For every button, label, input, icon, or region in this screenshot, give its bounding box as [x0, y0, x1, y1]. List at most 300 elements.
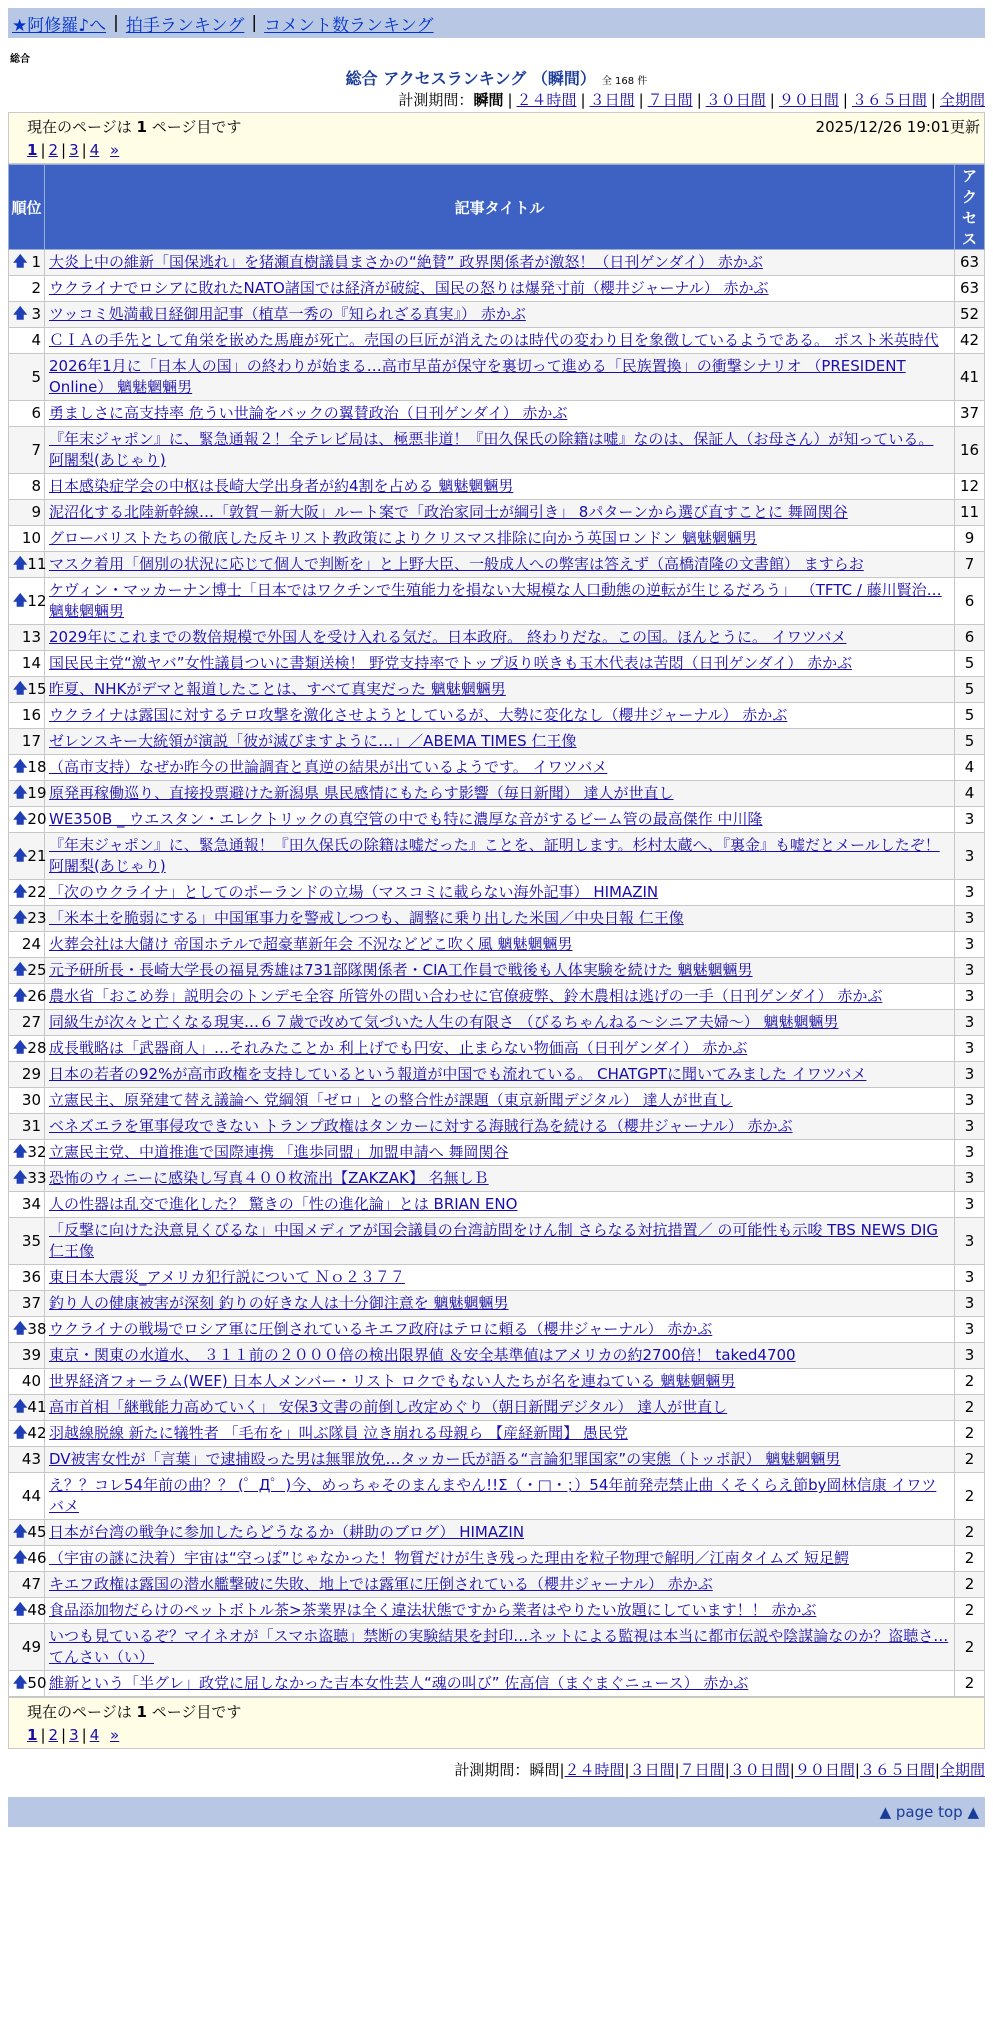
- article-link[interactable]: 立憲民主党、中道推進で国際連携 「進歩同盟」加盟申請へ 舞岡関谷: [49, 1143, 509, 1161]
- article-link[interactable]: 原発再稼働巡り、直接投票避けた新潟県 県民感情にもたらす影響（毎日新聞） 達人が世直し: [49, 784, 674, 802]
- title-cell: [45, 526, 955, 552]
- article-link[interactable]: ケヴィン・マッカーナン博士「日本ではワクチンで生殖能力を損ない大規模な人口動態の逆転が生じるだろう」 （TFTC / 藤川賢治… 魑魅魍魎男: [49, 581, 942, 620]
- title-cell: [45, 474, 955, 500]
- table-row: [9, 1546, 985, 1572]
- arrow-up-icon: 🡅: [13, 1602, 28, 1618]
- rank-cell: [9, 1624, 45, 1671]
- access-count: 2: [955, 1624, 985, 1671]
- period-link-6[interactable]: 全期間: [939, 1761, 985, 1779]
- title-cell: [45, 833, 955, 880]
- arrow-up-icon: 🡅: [13, 592, 28, 609]
- access-count: 2: [955, 1598, 985, 1624]
- period-link-1[interactable]: ３日間: [629, 1761, 675, 1779]
- rank-number: 14: [21, 654, 41, 672]
- table-row: [9, 328, 985, 354]
- period-separator: |: [854, 1761, 860, 1779]
- article-link[interactable]: 人の性器は乱交で進化した？ 驚きの「性の進化論」とは BRIAN ENO: [49, 1195, 518, 1213]
- access-count: 3: [955, 880, 985, 906]
- title-cell: [45, 250, 955, 276]
- rank-number: 27: [21, 1013, 41, 1031]
- article-link[interactable]: ゼレンスキー大統領が演説「彼が滅びますように…」／ABEMA TIMES 仁王像: [49, 732, 577, 750]
- article-link[interactable]: 「米本土を脆弱にする」中国軍事力を警戒しつつも、調整に乗り出した米国／中央日報 仁王像: [49, 909, 684, 927]
- rank-number: 3: [31, 305, 41, 323]
- rank-number: 45: [27, 1523, 47, 1541]
- access-count: 3: [955, 906, 985, 932]
- access-count: 3: [955, 1036, 985, 1062]
- rank-cell: [9, 474, 45, 500]
- title-cell: [45, 1192, 955, 1218]
- article-link[interactable]: 火葬会社は大儲け 帝国ホテルで超豪華新年会 不況などどこ吹く風 魑魅魍魎男: [49, 935, 573, 953]
- article-link[interactable]: 日本感染症学会の中枢は長崎大学出身者が約4割を占める 魑魅魍魎男: [49, 477, 514, 495]
- rank-cell: [9, 1088, 45, 1114]
- article-link[interactable]: 泥沼化する北陸新幹線…「敦賀－新大阪」ルート案で「政治家同士が綱引き」 8パターンから選び直すことに 舞岡関谷: [49, 503, 848, 521]
- page-link-current[interactable]: 1: [27, 1726, 38, 1744]
- table-row: [9, 1218, 985, 1265]
- article-link[interactable]: 勇ましさに高支持率 危うい世論をバックの翼賛政治（日刊ゲンダイ） 赤かぶ: [49, 404, 568, 422]
- rank-cell: [9, 833, 45, 880]
- rank-number: 48: [27, 1601, 47, 1619]
- access-count: 2: [955, 1395, 985, 1421]
- rank-cell: [9, 1265, 45, 1291]
- access-count: 3: [955, 984, 985, 1010]
- access-count: 4: [955, 781, 985, 807]
- title-cell: [45, 1140, 955, 1166]
- article-link[interactable]: 立憲民主、原発建て替え議論へ 党綱領「ゼロ」との整合性が課題（東京新聞デジタル） 達人が世直し: [49, 1091, 733, 1109]
- title-cell: [45, 781, 955, 807]
- page-separator: |: [40, 1726, 46, 1744]
- title-cell: [45, 500, 955, 526]
- period-link-5[interactable]: ３６５日間: [859, 1761, 935, 1779]
- title-cell: [45, 880, 955, 906]
- rank-number: 32: [27, 1143, 47, 1161]
- title-cell: [45, 1624, 955, 1671]
- period-selector-top: [8, 88, 985, 112]
- rank-number: 1: [31, 253, 41, 271]
- rank-number: 12: [27, 591, 47, 610]
- rank-number: 18: [27, 758, 47, 776]
- article-link[interactable]: DV被害女性が「言葉」で逮捕殴った男は無罪放免…タッカー氏が語る“言論犯罪国家”の実態（トッポ訳） 魑魅魍魎男: [49, 1450, 841, 1468]
- table-row: [9, 401, 985, 427]
- period-separator: |: [559, 1761, 565, 1779]
- article-link[interactable]: （高市支持）なぜか昨今の世論調査と真逆の結果が出ているようです。 イワツバメ: [49, 758, 608, 776]
- table-row: [9, 1671, 985, 1697]
- rank-cell: [9, 500, 45, 526]
- table-row: [9, 906, 985, 932]
- rank-number: 34: [21, 1195, 41, 1213]
- title-cell: [45, 1010, 955, 1036]
- title-cell: [45, 328, 955, 354]
- period-link-1[interactable]: ３日間: [589, 91, 635, 109]
- access-count: 2: [955, 1447, 985, 1473]
- period-link-4[interactable]: ９０日間: [778, 91, 839, 109]
- article-link[interactable]: 日本の若者の92%が高市政権を支持しているという報道が中国でも流れている。 CHATGPTに聞いてみました イワツバメ: [49, 1065, 867, 1083]
- table-row: [9, 651, 985, 677]
- rank-cell: [9, 755, 45, 781]
- rank-number: 19: [27, 784, 47, 802]
- title-cell: [45, 984, 955, 1010]
- access-count: 52: [955, 302, 985, 328]
- title-cell: [45, 1036, 955, 1062]
- period-link-2[interactable]: ７日間: [647, 91, 693, 109]
- article-link[interactable]: 東日本大震災_アメリカ犯行説について Ｎｏ２３７７: [49, 1268, 405, 1286]
- table-row: [9, 880, 985, 906]
- title-cell: [45, 1369, 955, 1395]
- article-link[interactable]: 農水省「おこめ券」説明会のトンデモ全容 所管外の問い合わせに官僚疲弊、鈴木農相は逃げの一手（日刊ゲンダイ） 赤かぶ: [49, 987, 883, 1005]
- access-count: 2: [955, 1369, 985, 1395]
- table-row: [9, 1473, 985, 1520]
- arrow-up-icon: 🡅: [13, 1399, 28, 1415]
- page-title: [8, 66, 985, 88]
- updated-timestamp: 2025/12/26 19:01更新: [815, 118, 980, 136]
- period-current: 瞬間: [473, 91, 504, 109]
- arrow-up-icon: 🡅: [13, 1170, 28, 1186]
- article-link[interactable]: 恐怖のウィニーに感染し写真４００枚流出【ZAKZAK】 名無しＢ: [49, 1169, 489, 1187]
- rank-cell: [9, 1140, 45, 1166]
- rank-cell: [9, 729, 45, 755]
- page-separator: [102, 141, 107, 159]
- article-link[interactable]: 『年末ジャポン』に、緊急通報！『田久保氏の除籍は嘘だった』ことを、証明します。杉村太蔵へ、『裏金』も嘘だとメールしたぞ！ 阿闍梨(あじゃり): [49, 836, 940, 875]
- page-separator: |: [81, 1726, 87, 1744]
- rank-cell: [9, 1036, 45, 1062]
- page-separator: [102, 1726, 107, 1744]
- table-row: [9, 1166, 985, 1192]
- table-row: [9, 677, 985, 703]
- title-cell: [45, 1473, 955, 1520]
- arrow-up-icon: 🡅: [13, 556, 28, 572]
- period-link-3[interactable]: ３０日間: [705, 91, 766, 109]
- title-cell: [45, 302, 955, 328]
- arrow-up-icon: 🡅: [13, 847, 28, 864]
- arrow-up-icon: 🡅: [13, 1321, 28, 1337]
- period-separator: |: [789, 1761, 795, 1779]
- article-link[interactable]: 2026年1月に「日本人の国」の終わりが始まる…高市早苗が保守を裏切って進める「民族置換」の衝撃シナリオ （PRESIDENT Online） 魑魅魍魎男: [49, 357, 906, 396]
- page-links: [27, 1724, 980, 1746]
- table-row: [9, 552, 985, 578]
- period-current: 瞬間: [529, 1761, 560, 1779]
- access-count: 2: [955, 1473, 985, 1520]
- article-link[interactable]: 維新という「半グレ」政党に屈しなかった吉本女性芸人“魂の叫び” 佐高信（まぐまぐニュース） 赤かぶ: [49, 1674, 749, 1692]
- table-row: [9, 729, 985, 755]
- access-count: 3: [955, 1088, 985, 1114]
- nav-separator: |: [251, 13, 258, 33]
- rank-cell: [9, 1598, 45, 1624]
- table-row: [9, 1624, 985, 1671]
- rank-cell: [9, 1317, 45, 1343]
- arrow-up-icon: 🡅: [13, 884, 28, 900]
- article-link[interactable]: キエフ政権は露国の潜水艦撃破に失敗、地上では露軍に圧倒されている（櫻井ジャーナル） 赤かぶ: [49, 1575, 713, 1593]
- article-link[interactable]: ウクライナでロシアに敗れたNATO諸国では経済が破綻、国民の怒りは爆発寸前（櫻井ジャーナル） 赤かぶ: [49, 279, 769, 297]
- rank-number: 10: [21, 529, 41, 547]
- next-page-link[interactable]: »: [110, 141, 120, 159]
- rank-number: 22: [27, 883, 47, 901]
- rank-cell: [9, 1572, 45, 1598]
- period-link-0[interactable]: ２４時間: [516, 91, 577, 109]
- article-link[interactable]: 釣り人の健康被害が深刻 釣りの好きな人は十分御注意を 魑魅魍魎男: [49, 1294, 509, 1312]
- article-link[interactable]: 世界経済フォーラム(WEF) 日本人メンバー・リスト ロクでもない人たちが名を連ねている 魑魅魍魎男: [49, 1372, 736, 1390]
- period-separator: |: [842, 91, 848, 109]
- home-link[interactable]: ★阿修羅♪へ: [12, 15, 107, 36]
- article-link[interactable]: 成長戦略は「武器商人」…それみたことか 利上げでも円安、止まらない物価高（日刊ゲンダイ） 赤かぶ: [49, 1039, 748, 1057]
- comment-ranking-link[interactable]: コメント数ランキング: [264, 15, 434, 36]
- period-separator: |: [724, 1761, 730, 1779]
- access-count: 3: [955, 1062, 985, 1088]
- period-link-3[interactable]: ３０日間: [729, 1761, 790, 1779]
- header-rank: 順位: [9, 165, 45, 250]
- rank-cell: [9, 302, 45, 328]
- access-count: 7: [955, 552, 985, 578]
- table-row: [9, 276, 985, 302]
- page-link-4[interactable]: 4: [89, 141, 100, 159]
- rank-cell: [9, 1062, 45, 1088]
- rank-cell: [9, 354, 45, 401]
- current-page-text: 現在のページは 1 ページ目です: [27, 118, 242, 136]
- period-separator: |: [580, 91, 586, 109]
- rank-cell: [9, 401, 45, 427]
- table-row: [9, 1520, 985, 1546]
- access-count: 12: [955, 474, 985, 500]
- table-row: [9, 1317, 985, 1343]
- rank-number: 23: [27, 909, 47, 927]
- article-link[interactable]: 同級生が次々と亡くなる現実…６７歳で改めて気づいた人生の有限さ （びるちゃんねる～シニア夫婦～） 魑魅魍魎男: [49, 1013, 839, 1031]
- article-link[interactable]: ツッコミ処満載日経御用記事（植草一秀の『知られざる真実』） 赤かぶ: [49, 305, 526, 323]
- title-cell: [45, 427, 955, 474]
- rank-cell: [9, 880, 45, 906]
- article-link[interactable]: 昨夏、NHKがデマと報道したことは、すべて真実だった 魑魅魍魎男: [49, 680, 506, 698]
- rank-cell: [9, 1114, 45, 1140]
- article-link[interactable]: （宇宙の謎に決着）宇宙は“空っぽ”じゃなかった！物質だけが生き残った理由を粒子物理で解明／江南タイムズ 短足鰐: [49, 1549, 850, 1567]
- article-link[interactable]: ウクライナの戦場でロシア軍に圧倒されているキエフ政府はテロに頼る（櫻井ジャーナル） 赤かぶ: [49, 1320, 713, 1338]
- access-count: 41: [955, 354, 985, 401]
- title-cell: [45, 1265, 955, 1291]
- rank-cell: [9, 1421, 45, 1447]
- period-link-0[interactable]: ２４時間: [564, 1761, 625, 1779]
- article-link[interactable]: 羽越線脱線 新たに犠牲者 「毛布を」叫ぶ隊員 泣き崩れる母親ら 【産経新聞】 愚民党: [49, 1424, 628, 1442]
- title-cell: [45, 1395, 955, 1421]
- rank-number: 21: [27, 846, 47, 865]
- period-separator: |: [624, 1761, 630, 1779]
- table-row: [9, 1036, 985, 1062]
- page-link-3[interactable]: 3: [69, 141, 79, 159]
- access-count: 4: [955, 755, 985, 781]
- period-separator: |: [507, 91, 513, 109]
- table-row: [9, 1572, 985, 1598]
- table-row: [9, 1265, 985, 1291]
- access-count: 9: [955, 526, 985, 552]
- table-row: [9, 250, 985, 276]
- page-top-link[interactable]: ▲ page top ▲: [879, 1803, 979, 1821]
- pager-top: [8, 112, 985, 164]
- table-row: [9, 958, 985, 984]
- article-link[interactable]: 大炎上中の維新「国保逃れ」を猪瀬直樹議員まさかの“絶賛” 政界関係者が激怒！（日刊ゲンダイ） 赤かぶ: [49, 253, 763, 271]
- pager-bottom: [8, 1697, 985, 1749]
- page-link-4[interactable]: 4: [89, 1726, 100, 1744]
- table-row: [9, 1343, 985, 1369]
- page-link-2[interactable]: 2: [48, 1726, 59, 1744]
- rank-number: 39: [21, 1346, 41, 1364]
- access-count: 3: [955, 1192, 985, 1218]
- rank-number: 33: [27, 1169, 47, 1187]
- article-link[interactable]: 高市首相「継戦能力高めていく」 安保3文書の前倒し改定めぐり（朝日新聞デジタル） 達人が世直し: [49, 1398, 728, 1416]
- article-link[interactable]: 食品添加物だらけのペットボトル茶>茶業界は全く違法状態ですから業者はやりたい放題にしています！！ 赤かぶ: [49, 1601, 817, 1619]
- access-count: 3: [955, 1010, 985, 1036]
- rank-number: 15: [27, 680, 47, 698]
- page-link-current[interactable]: 1: [27, 141, 38, 159]
- table-row: [9, 625, 985, 651]
- article-link[interactable]: グローバリストたちの徹底した反キリスト教政策によりクリスマス排除に向かう英国ロンドン 魑魅魍魎男: [49, 529, 757, 547]
- access-count: 6: [955, 578, 985, 625]
- table-row: [9, 1598, 985, 1624]
- section-label: 総合: [10, 54, 30, 65]
- rank-cell: [9, 1291, 45, 1317]
- period-link-2[interactable]: ７日間: [679, 1761, 725, 1779]
- rank-number: 43: [21, 1450, 41, 1468]
- title-cell: [45, 958, 955, 984]
- rank-number: 41: [27, 1398, 47, 1416]
- rank-number: 24: [21, 935, 41, 953]
- access-count: 16: [955, 427, 985, 474]
- table-row: [9, 1088, 985, 1114]
- access-count: 3: [955, 1218, 985, 1265]
- title-cell: [45, 578, 955, 625]
- next-page-link[interactable]: »: [110, 1726, 120, 1744]
- period-link-6[interactable]: 全期間: [939, 91, 985, 109]
- access-count: 42: [955, 328, 985, 354]
- article-link[interactable]: え？？コレ54年前の曲？？ (゜Д゜)今、めっちゃそのまんまやん!!Σ（・□・；）54年前発売禁止曲 くそくらえ節by岡林信康 イワツバメ: [49, 1476, 937, 1515]
- article-link[interactable]: いつも見ているぞ？マイネオが「スマホ盗聴」禁断の実験結果を封印…ネットによる監視は本当に都市伝説や陰謀論なのか？盗聴さ… てんさい（い）: [49, 1627, 949, 1666]
- title-cell: [45, 1088, 955, 1114]
- rank-number: 36: [21, 1268, 41, 1286]
- access-count: 3: [955, 807, 985, 833]
- access-count: 3: [955, 1291, 985, 1317]
- article-link[interactable]: ウクライナは露国に対するテロ攻撃を激化させようとしているが、大勢に変化なし（櫻井ジャーナル） 赤かぶ: [49, 706, 788, 724]
- title-cell: [45, 651, 955, 677]
- table-row: [9, 932, 985, 958]
- table-row: [9, 1114, 985, 1140]
- article-link[interactable]: 日本が台湾の戦争に参加したらどうなるか（耕助のブログ） HIMAZIN: [49, 1523, 525, 1541]
- rank-number: 9: [31, 503, 41, 521]
- access-count: 5: [955, 651, 985, 677]
- page-separator: |: [40, 141, 46, 159]
- page-link-2[interactable]: 2: [48, 141, 59, 159]
- article-link[interactable]: 「次のウクライナ」としてのポーランドの立場（マスコミに載らない海外記事） HIMAZIN: [49, 883, 659, 901]
- rank-number: 4: [31, 331, 41, 349]
- article-link[interactable]: WE350B _ ウエスタン・エレクトリックの真空管の中でも特に濃厚な音がするビーム管の最高傑作 中川隆: [49, 810, 763, 828]
- rank-cell: [9, 1447, 45, 1473]
- article-link[interactable]: 「反撃に向けた決意見くびるな」中国メディアが国会議員の台湾訪問をけん制 さらなる対抗措置／ の可能性も示唆 TBS NEWS DIG 仁王像: [49, 1221, 939, 1260]
- access-count: 6: [955, 625, 985, 651]
- header-title: 記事タイトル: [45, 165, 955, 250]
- article-link[interactable]: 国民民主党“激ヤバ”女性議員ついに書類送検！ 野党支持率でトップ返り咲きも玉木代表は苦悶（日刊ゲンダイ） 赤かぶ: [49, 654, 853, 672]
- table-row: [9, 1395, 985, 1421]
- arrow-up-icon: 🡅: [13, 962, 28, 978]
- access-count: 2: [955, 1572, 985, 1598]
- title-cell: [45, 703, 955, 729]
- top-nav-bar: [8, 8, 985, 38]
- title-cell: [45, 625, 955, 651]
- rank-cell: [9, 906, 45, 932]
- article-link[interactable]: 元予研所長・長崎大学長の福見秀雄は731部隊関係者・CIA工作員で戦後も人体実験を続けた 魑魅魍魎男: [49, 961, 753, 979]
- title-cell: [45, 1572, 955, 1598]
- arrow-up-icon: 🡅: [13, 811, 28, 827]
- rank-cell: [9, 1395, 45, 1421]
- title-cell: [45, 1062, 955, 1088]
- table-row: [9, 1447, 985, 1473]
- rank-cell: [9, 276, 45, 302]
- access-count: 3: [955, 1265, 985, 1291]
- title-cell: [45, 1421, 955, 1447]
- rank-cell: [9, 958, 45, 984]
- article-link[interactable]: 『年末ジャポン』に、緊急通報２！全テレビ局は、極悪非道！『田久保氏の除籍は嘘』なのは、保証人（お母さん）が知っている。 阿闍梨(あじゃり): [49, 430, 934, 469]
- article-link[interactable]: ベネズエラを軍事侵攻できない トランプ政権はタンカーに対する海賊行為を続ける（櫻井ジャーナル） 赤かぶ: [49, 1117, 793, 1135]
- rank-cell: [9, 250, 45, 276]
- rank-cell: [9, 1166, 45, 1192]
- article-link[interactable]: ＣＩＡの手先として角栄を嵌めた馬鹿が死亡。売国の巨匠が消えたのは時代の変わり目を象徴しているようである。 ポスト米英時代: [49, 331, 939, 349]
- rank-number: 49: [21, 1637, 41, 1656]
- applause-ranking-link[interactable]: 拍手ランキング: [125, 15, 245, 36]
- rank-number: 6: [31, 404, 41, 422]
- rank-cell: [9, 578, 45, 625]
- period-separator: |: [769, 91, 775, 109]
- rank-number: 35: [21, 1231, 41, 1250]
- title-cell: [45, 401, 955, 427]
- rank-cell: [9, 677, 45, 703]
- page-link-3[interactable]: 3: [69, 1726, 79, 1744]
- table-row: [9, 1369, 985, 1395]
- access-count: 5: [955, 703, 985, 729]
- rank-cell: [9, 427, 45, 474]
- table-row: [9, 781, 985, 807]
- rank-cell: [9, 552, 45, 578]
- access-count: 63: [955, 276, 985, 302]
- bottom-bar: [8, 1797, 985, 1827]
- title-cell: [45, 1218, 955, 1265]
- rank-number: 7: [31, 440, 41, 459]
- period-separator: |: [638, 91, 644, 109]
- article-link[interactable]: マスク着用「個別の状況に応じて個人で判断を」と上野大臣、一般成人への弊害は答えず（高橋清隆の文書館） ますらお: [49, 555, 864, 573]
- rank-cell: [9, 625, 45, 651]
- rank-cell: [9, 932, 45, 958]
- period-link-5[interactable]: ３６５日間: [851, 91, 927, 109]
- access-count: 37: [955, 401, 985, 427]
- article-link[interactable]: 2029年にこれまでの数倍規模で外国人を受け入れる気だ。日本政府。 終わりだな。この国。ほんとうに。 イワツバメ: [49, 628, 847, 646]
- rank-number: 11: [27, 555, 47, 573]
- article-link[interactable]: 東京・関東の水道水、 ３１１前の２０００倍の検出限界値 ＆安全基準値はアメリカの約2700倍！ taked4700: [49, 1346, 796, 1364]
- table-row: [9, 302, 985, 328]
- access-count: 3: [955, 1343, 985, 1369]
- title-cell: [45, 729, 955, 755]
- arrow-up-icon: 🡅: [13, 1144, 28, 1160]
- table-header-row: [9, 165, 985, 250]
- rank-cell: [9, 526, 45, 552]
- table-row: [9, 578, 985, 625]
- rank-cell: [9, 1343, 45, 1369]
- rank-cell: [9, 1520, 45, 1546]
- access-count: 2: [955, 1546, 985, 1572]
- table-row: [9, 354, 985, 401]
- period-separator: |: [934, 1761, 940, 1779]
- access-count: 3: [955, 1166, 985, 1192]
- period-link-4[interactable]: ９０日間: [794, 1761, 855, 1779]
- title-cell: [45, 552, 955, 578]
- rank-cell: [9, 1010, 45, 1036]
- period-separator: |: [674, 1761, 680, 1779]
- table-row: [9, 427, 985, 474]
- access-count: 3: [955, 1114, 985, 1140]
- title-cell: [45, 1317, 955, 1343]
- access-count: 3: [955, 958, 985, 984]
- title-cell: [45, 1343, 955, 1369]
- arrow-up-icon: 🡅: [13, 1675, 28, 1691]
